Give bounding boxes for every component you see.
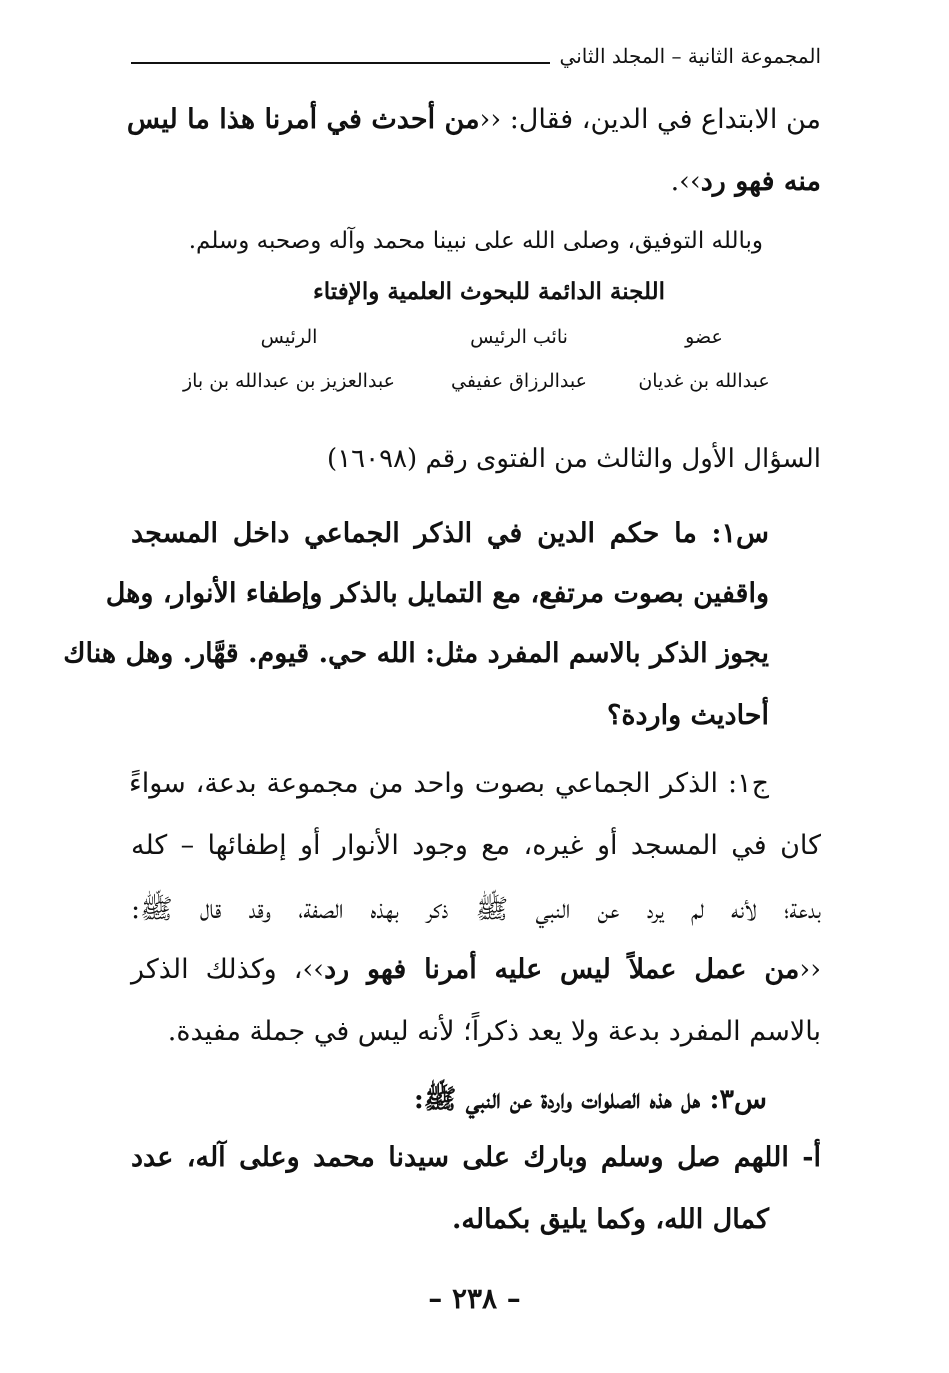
signatory-names <box>169 370 779 392</box>
running-head <box>131 44 821 68</box>
answer-1-line-4-rest: ››، وكذلك الذكر <box>131 954 325 985</box>
running-head-text: المجموعة الثانية – المجلد الثاني <box>559 44 821 68</box>
paragraph-1-line-1 <box>126 104 821 135</box>
signatory-title-member: عضو <box>685 326 723 348</box>
hadith-quote: من أحدث في أمرنا هذا ما ليس <box>126 104 480 135</box>
answer-1-line-3: بدعة؛ لأنه لم يرد عن النبي ﷺ ذكر بهذه الصفة، وقد قال ﷺ: <box>131 894 821 925</box>
question-1-line-4: أحاديث واردة؟ <box>607 700 769 731</box>
signatory-titles <box>169 326 779 348</box>
committee-title: اللجنة الدائمة للبحوث العلمية والإفتاء <box>312 278 665 305</box>
signatory-name-chairman: عبدالعزيز بن عبدالله بن باز <box>182 370 396 392</box>
question-3: س٣: هل هذه الصلوات واردة عن النبي ﷺ: <box>413 1084 767 1115</box>
answer-1-line-1: ج١: الذكر الجماعي بصوت واحد من مجموعة بدعة، سواءً <box>129 768 769 799</box>
answer-1-line-5: بالاسم المفرد بدعة ولا يعد ذكراً؛ لأنه ليس في جملة مفيدة. <box>167 1016 821 1047</box>
page-number: – ٢٣٨ – <box>428 1282 521 1315</box>
answer-1-line-4 <box>131 954 821 985</box>
para1-end-text: ››. <box>670 166 701 197</box>
closing-line: وبالله التوفيق، وصلى الله على نبينا محمد وآله وصحبه وسلم. <box>188 228 763 254</box>
item-a-line-2: كمال الله، وكما يليق بكماله. <box>452 1204 769 1235</box>
item-a-line-1: أ- اللهم صل وسلم وبارك على سيدنا محمد وعلى آله، عدد <box>131 1142 821 1173</box>
paragraph-1-line-2 <box>671 166 821 197</box>
para1-plain-text: من الابتداع في الدين، فقال: ‹‹ <box>479 104 821 135</box>
question-1-line-2: واقفين بصوت مرتفع، مع التمايل بالذكر وإطفاء الأنوار، وهل <box>105 578 769 609</box>
hadith-quote-end: منه فهو رد <box>700 166 821 197</box>
signatory-title-deputy: نائب الرئيس <box>470 326 568 348</box>
question-1-line-1: س١: ما حكم الدين في الذكر الجماعي داخل المسجد <box>131 518 769 549</box>
quote-open: ‹‹ <box>799 954 821 985</box>
signatory-name-member: عبدالله بن غديان <box>638 370 770 392</box>
hadith-quote-2: من عمل عملاً ليس عليه أمرنا فهو رد <box>324 954 800 985</box>
running-head-rule <box>131 62 550 64</box>
signatory-title-chairman: الرئيس <box>260 326 318 348</box>
question-1-line-3: يجوز الذكر بالاسم المفرد مثل: الله حي. قيوم. قهَّار. وهل هناك <box>63 638 769 669</box>
answer-1-line-2: كان في المسجد أو غيره، مع وجود الأنوار أو إطفائها – كله <box>131 830 821 861</box>
fatwa-reference: السؤال الأول والثالث من الفتوى رقم (١٦٠٩٨) <box>327 444 821 474</box>
signatory-name-deputy: عبدالرزاق عفيفي <box>451 370 587 392</box>
